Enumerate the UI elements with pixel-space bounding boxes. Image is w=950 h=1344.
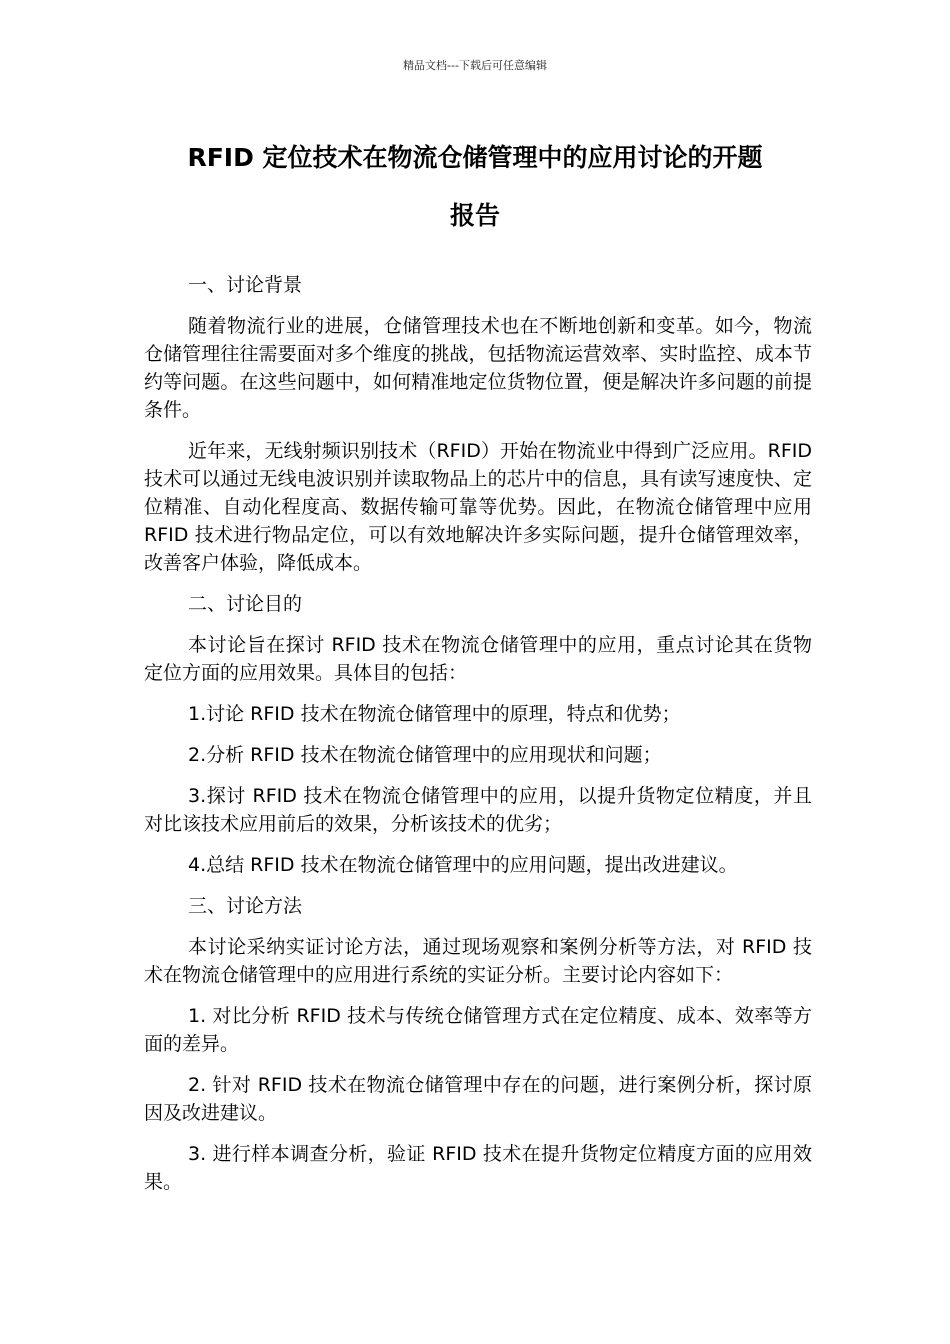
paragraph-purpose-intro: 本讨论旨在探讨 RFID 技术在物流仓储管理中的应用，重点讨论其在货物定位方面的应用效果。具体目的包括： [144,634,812,684]
list-item-method-3: 3. 进行样本调查分析，验证 RFID 技术在提升货物定位精度方面的应用效果。 [144,1143,812,1193]
paragraph-method-intro: 本讨论采纳实证讨论方法，通过现场观察和案例分析等方法，对 RFID 技术在物流仓储管理中的应用进行系统的实证分析。主要讨论内容如下： [144,936,812,986]
section-heading-background: 一、讨论背景 [188,274,303,296]
list-item-method-1: 1. 对比分析 RFID 技术与传统仓储管理方式在定位精度、成本、效率等方面的差异。 [144,1005,812,1055]
section-heading-method: 三、讨论方法 [188,895,303,917]
document-title-line-2: 报告 [449,201,500,230]
paragraph-background-1: 随着物流行业的进展，仓储管理技术也在不断地创新和变革。如今，物流仓储管理往往需要面对多个维度的挑战，包括物流运营效率、实时监控、成本节约等问题。在这些问题中，如何精准地定位货物位置，便是解决许多问题的前提条件。 [144,315,812,421]
list-item-purpose-1: 1.讨论 RFID 技术在物流仓储管理中的原理，特点和优势； [188,703,681,725]
page-header-note: 精品文档---下载后可任意编辑 [403,59,547,72]
list-item-purpose-4: 4.总结 RFID 技术在物流仓储管理中的应用问题，提出改进建议。 [188,854,738,876]
list-item-purpose-2: 2.分析 RFID 技术在物流仓储管理中的应用现状和问题； [188,744,662,766]
paragraph-background-2: 近年来，无线射频识别技术（RFID）开始在物流业中得到广泛应用。RFID 技术可以通过无线电波识别并读取物品上的芯片中的信息，具有读写速度快、定位精准、自动化程度高、数据传输可靠等优势。因此，在物流仓储管理中应用 RFID 技术进行物品定位，可以有效地解决许多实际问题，提升仓储管理效率，改善客户体验，降低成本。 [144,440,812,574]
list-item-method-2: 2. 针对 RFID 技术在物流仓储管理中存在的问题，进行案例分析，探讨原因及改进建议。 [144,1074,812,1124]
document-body [144,271,812,1209]
section-heading-purpose: 二、讨论目的 [188,593,303,615]
document-title-line-1: RFID 定位技术在物流仓储管理中的应用讨论的开题 [187,143,763,172]
list-item-purpose-3: 3.探讨 RFID 技术在物流仓储管理中的应用，以提升货物定位精度，并且对比该技术应用前后的效果，分析该技术的优劣； [144,785,812,835]
